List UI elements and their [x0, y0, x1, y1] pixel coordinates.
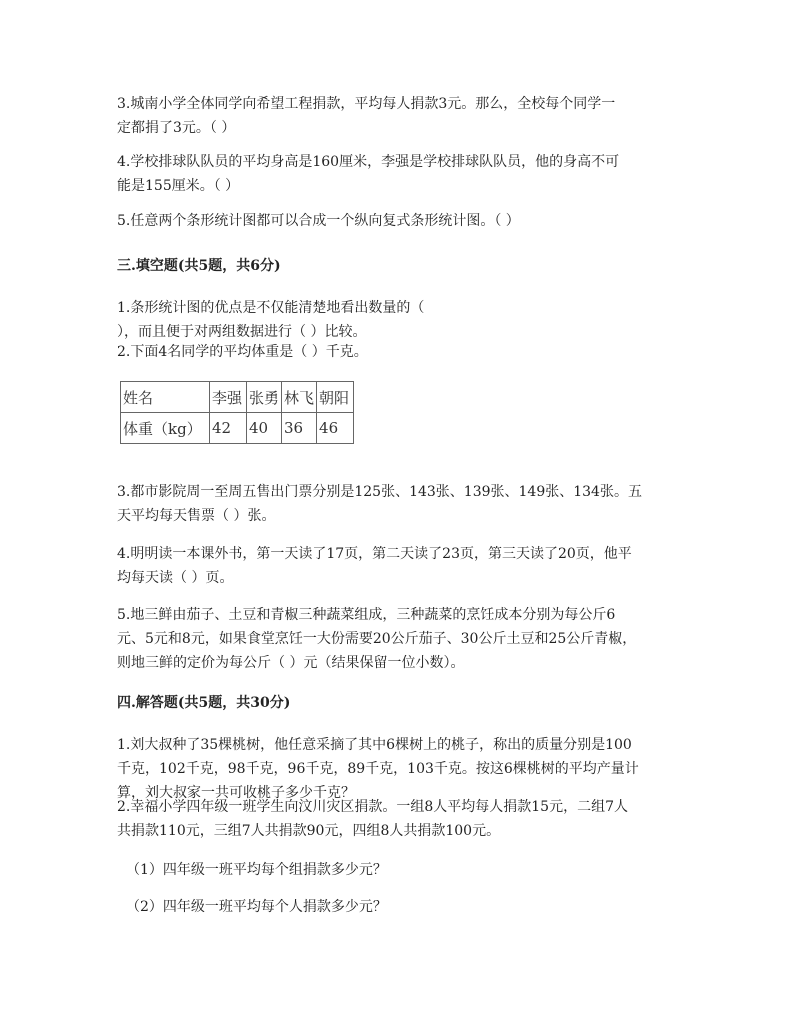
- question-text-line: 4.学校排球队队员的平均身高是160厘米，李强是学校排球队队员，他的身高不可: [117, 154, 620, 170]
- fill-question-5: [117, 603, 677, 675]
- table-cell: 40: [247, 413, 282, 444]
- solve-question-2: [117, 795, 677, 843]
- fill-question-4: [117, 542, 677, 590]
- table-cell: 体重（kg）: [121, 413, 210, 444]
- question-text-line: 天平均每天售票（ ）张。: [117, 508, 276, 524]
- question-text-line: 均每天读（ ）页。: [117, 570, 234, 586]
- table-cell: 46: [317, 413, 354, 444]
- fill-question-3: [117, 480, 677, 528]
- table-cell: 42: [210, 413, 247, 444]
- fill-question-2: [117, 340, 677, 364]
- question-text-line: 共捐款110元，三组7人共捐款90元，四组8人共捐款100元。: [117, 823, 501, 839]
- question-text-line: 定都捐了3元。（ ）: [117, 120, 236, 136]
- question-text-line: ），而且便于对两组数据进行（ ）比较。: [117, 324, 367, 340]
- table-cell: 李强: [210, 382, 247, 413]
- weight-table: [120, 381, 354, 444]
- question-text-line: 4.明明读一本课外书，第一天读了17页，第二天读了23页，第三天读了20页，他平: [117, 546, 632, 562]
- question-text-line: 2.下面4名同学的平均体重是（ ）千克。: [117, 344, 368, 360]
- section-3-heading: 三.填空题(共5题，共6分): [117, 258, 281, 274]
- question-3: [117, 92, 677, 140]
- question-text-line: 3.都市影院周一至周五售出门票分别是125张、143张、139张、149张、134张。五: [117, 484, 642, 500]
- question-5: [117, 209, 677, 233]
- table-cell: 姓名: [121, 382, 210, 413]
- question-text-line: 千克，102千克，98千克，96千克，89千克，103千克。按这6棵桃树的平均产量计: [117, 761, 639, 777]
- section-4-heading: 四.解答题(共5题，共30分): [117, 695, 291, 711]
- table-cell: 张勇: [247, 382, 282, 413]
- sub-question-2: （2）四年级一班平均每个人捐款多少元？: [126, 899, 387, 915]
- question-text-line: 5.地三鲜由茄子、土豆和青椒三种蔬菜组成，三种蔬菜的烹饪成本分别为每公斤6: [117, 607, 616, 623]
- question-text-line: 1.刘大叔种了35棵桃树，他任意采摘了其中6棵树上的桃子，称出的质量分别是100: [117, 737, 632, 753]
- table-cell: 36: [282, 413, 317, 444]
- question-text-line: 算，刘大叔家一共可收桃子多少千克？: [117, 785, 355, 801]
- question-text-line: 1.条形统计图的优点是不仅能清楚地看出数量的（: [117, 300, 425, 316]
- question-text-line: 5.任意两个条形统计图都可以合成一个纵向复式条形统计图。（ ）: [117, 213, 520, 229]
- table-cell: 朝阳: [317, 382, 354, 413]
- question-text-line: 3.城南小学全体同学向希望工程捐款，平均每人捐款3元。那么，全校每个同学一: [117, 96, 616, 112]
- question-text-line: 能是155厘米。（ ）: [117, 178, 240, 194]
- question-text-line: 2.幸福小学四年级一班学生向汶川灾区捐款。一组8人平均每人捐款15元，二组7人: [117, 799, 628, 815]
- table-row: [121, 413, 354, 444]
- table-row: [121, 382, 354, 413]
- sub-question-1: （1）四年级一班平均每个组捐款多少元？: [126, 862, 387, 878]
- question-4: [117, 150, 677, 198]
- question-text-line: 则地三鲜的定价为每公斤（ ）元（结果保留一位小数）。: [117, 655, 465, 671]
- table-cell: 林飞: [282, 382, 317, 413]
- fill-question-1: [117, 296, 677, 344]
- question-text-line: 元、5元和8元，如果食堂烹饪一大份需要20公斤茄子、30公斤土豆和25公斤青椒，: [117, 631, 637, 647]
